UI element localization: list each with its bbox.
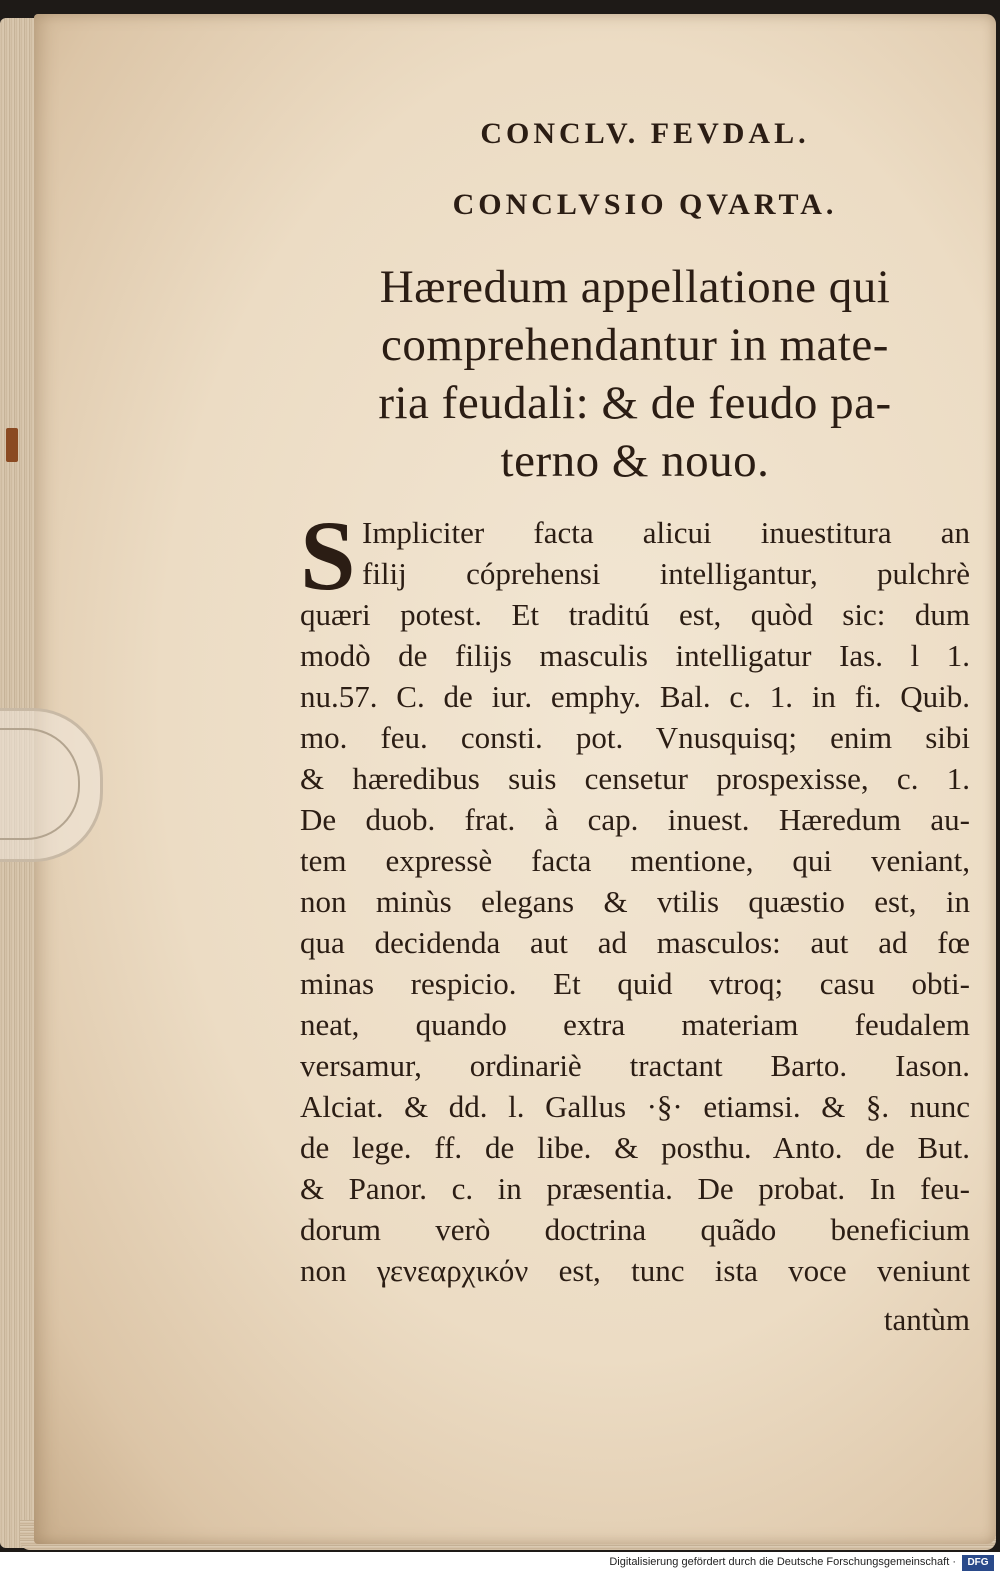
body-line: quæri potest. Et traditú est, quòd sic: dum [300,597,970,632]
text-block [300,110,990,1340]
body-line: de lege. ff. de libe. & posthu. Anto. de But. [300,1130,970,1165]
body-line: tem expressè facta mentione, qui veniant, [300,843,970,878]
heading-line: Hæredum appellatione qui [379,261,891,313]
body-line: & hæredibus suis censetur prospexisse, c. 1. [300,761,970,796]
section-heading: CONCLVSIO QVARTA. [452,188,838,221]
body-line: versamur, ordinariè tractant Barto. Iason. [300,1048,970,1083]
body-line: qua decidenda aut ad masculos: aut ad fœ [300,925,970,960]
body-line: non γενεαρχικόν est, tunc ista voce veniunt [300,1253,970,1288]
body-line: neat, quando extra materiam feudalem [300,1007,970,1042]
body-line: minas respicio. Et quid vtroq; casu obti- [300,966,970,1001]
body-line: & Panor. c. in præsentia. De probat. In feu- [300,1171,970,1206]
body-line: Alciat. & dd. l. Gallus ·§· etiamsi. & §. nunc [300,1089,970,1124]
funding-credit: Digitalisierung gefördert durch die Deutsche Forschungsgemeinschaft · [609,1556,956,1568]
heading-line: terno & nouo. [500,435,770,487]
chapter-heading [300,258,970,490]
body-line: non minùs elegans & vtilis quæstio est, in [300,884,970,919]
bookmark-tab [6,428,18,462]
dfg-logo-icon: DFG [962,1555,994,1571]
body-line: dorum verò doctrina quãdo beneficium [300,1212,970,1247]
running-head: CONCLV. FEVDAL. [480,117,810,150]
body-line: modò de filijs masculis intelligatur Ias. l 1. [300,638,970,673]
body-line: filij cóprehensi intelligantur, pulchrè [362,556,970,591]
body-line: mo. feu. consti. pot. Vnusquisq; enim sibi [300,720,970,755]
body-text [300,500,970,1291]
catchword: tantùm [883,1302,970,1337]
body-line: Impliciter facta alicui inuestitura an [362,515,970,550]
heading-line: ria feudali: & de feudo pa- [378,377,892,429]
body-line: De duob. frat. à cap. inuest. Hæredum au- [300,802,970,837]
drop-cap: S [300,500,356,611]
body-line: nu.57. C. de iur. emphy. Bal. c. 1. in fi. Quib. [300,679,970,714]
heading-line: comprehendantur in mate- [381,319,889,371]
